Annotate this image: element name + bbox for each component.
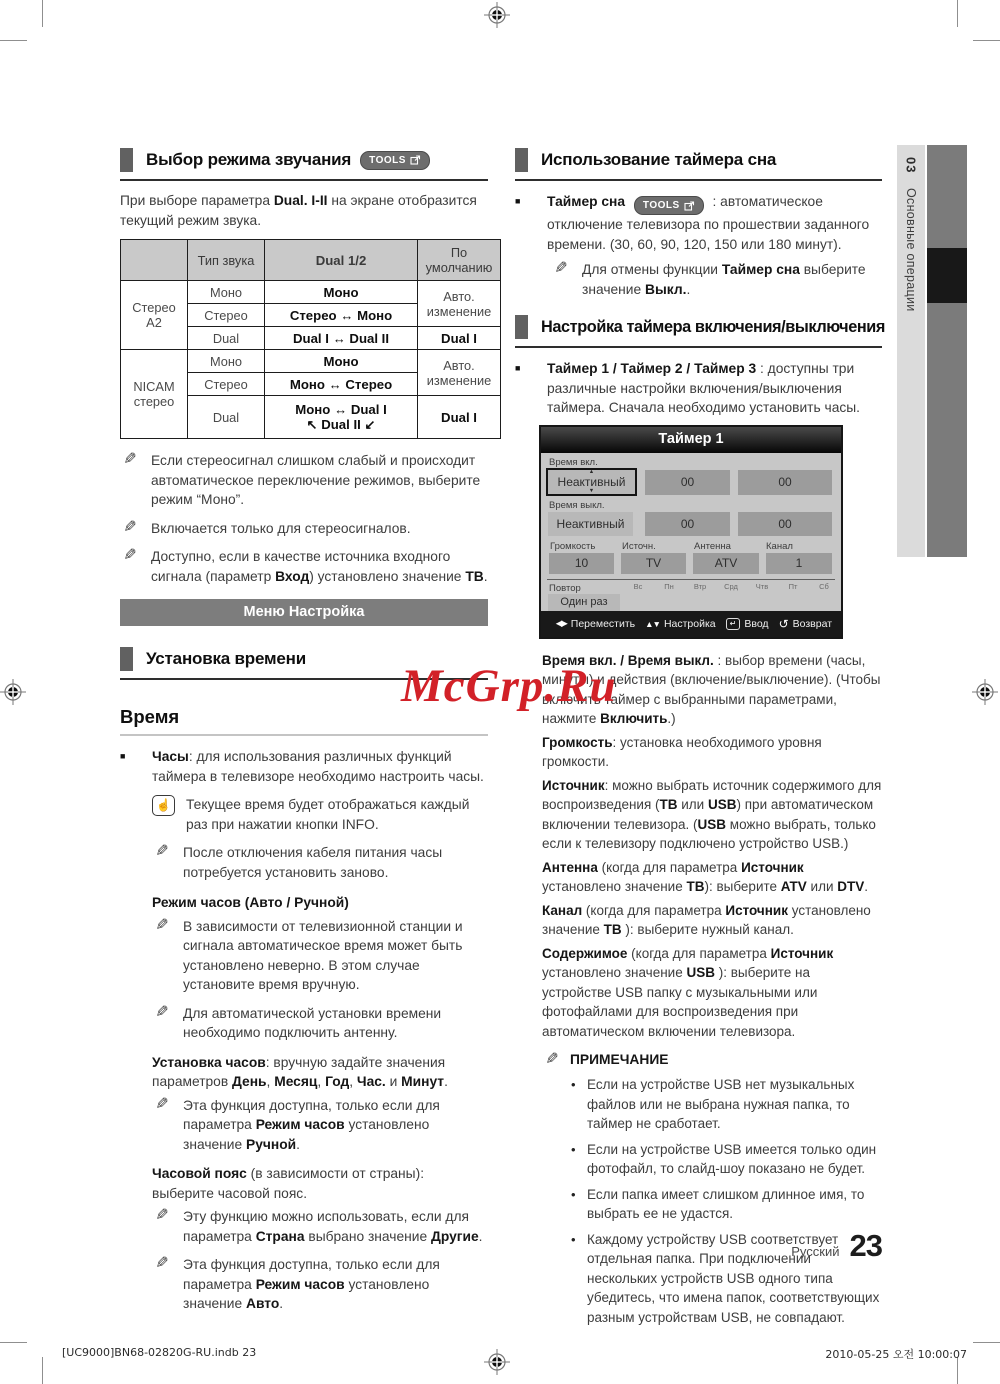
crop-mark [0,40,27,41]
time-subtitle: Время [120,706,488,736]
hint-label: Ввод [744,617,769,630]
pencil-note-icon: ✎ [155,1255,169,1272]
bullet-dot: • [571,1141,576,1157]
day-label: Втр [693,581,707,591]
on-time-hour-field: 00 [645,470,730,495]
bullet-dot: • [571,1231,576,1247]
hint-label: Настройка [663,617,716,630]
note [120,547,488,586]
off-time-activation-field: Неактивный [548,512,633,536]
param-on-off-time: Время вкл. / Время выкл. : выбор времени (часы, минуты) и действия (включение/выключение). (Чтобы включить таймер с выбранными параметрами, нажмите Включить.) [542,652,881,727]
note-bullet-text: Каждому устройству USB соответствует отдельная папка. При подключении нескольких устройств USB одного типа убедитесь, что имена папок, соответствующих разным устройствам USB, не совпадают. [587,1231,880,1325]
clock-mode-heading: Режим часов (Авто / Ручной) [152,895,349,910]
page-number: 23 [849,1228,882,1263]
note-text: Эта функция доступна, только если для параметра Режим часов установлено значение Ручной. [183,1097,440,1152]
press-note-text: Текущее время будет отображаться каждый раз при нажатии кнопки INFO. [186,797,470,832]
press-note [152,795,488,834]
note-text: Эту функцию можно использовать, если для параметра Страна выбрано значение Другие. [183,1209,483,1244]
crop-mark [42,0,43,27]
left-right-arrows-icon: ◀▶ [555,618,567,629]
note [152,1004,488,1043]
note-text: После отключения кабеля питания часы потребуется установить заново. [183,845,443,880]
source-label: Источн. [622,540,656,552]
table-cell: Стерео [188,373,265,396]
note [120,451,488,510]
crop-mark [957,0,958,27]
timezone-text: Часовой пояс (в зависимости от страны): выберите часовой пояс. [152,1166,425,1201]
print-footer-right: 2010-05-25 오전 10:00:07 [825,1348,967,1361]
dual-line-2: ↖ Dual II ↙ [306,416,376,432]
on-time-activation-field [546,468,637,496]
day-friday [782,582,804,591]
sleep-timer-item [515,192,882,254]
tools-label: TOOLS [369,154,406,166]
channel-field: 1 [766,553,832,574]
tools-label: TOOLS [642,200,680,211]
day-label: Сб [819,581,829,591]
clock-item [120,747,488,786]
press-button-icon: ☝ [152,795,175,816]
repeat-field: Один раз [548,594,620,611]
day-label: Чтв [755,581,769,591]
table-cell: Моно [265,350,418,373]
hint-adjust [645,618,716,630]
table-cell: Моно [188,350,265,373]
day-thursday [751,582,773,591]
table-header-cell: Тип звука [188,240,265,281]
timer123-item [515,359,882,418]
tools-window-icon [684,201,695,211]
sound-mode-table [120,239,501,439]
up-down-arrows-icon: ▲▼ [645,618,660,629]
hint-move [556,618,635,630]
channel-label: Канал [766,540,793,552]
tools-window-icon [410,155,421,165]
arrow-down-icon: ▼ [588,487,595,494]
volume-field: 10 [549,553,614,574]
off-time-minute-field: 00 [738,512,832,536]
tools-button-badge [360,151,430,170]
section-header-onoff-timer [515,315,886,348]
section-title: Установка времени [146,649,306,668]
day-wednesday [720,582,742,591]
note [120,519,488,539]
table-cell: Авто. изменение [418,350,501,396]
chapter-sidebar [897,145,925,557]
param-channel: Канал (когда для параметра Источник установлено значение ТВ ): выберите нужный канал. [542,902,871,938]
table-cell: Моно [265,281,418,304]
table-cell: Dual I [418,396,501,439]
hint-label: Возврат [792,617,832,630]
enter-key-icon: ↵ [726,618,741,630]
sleep-timer-rest: : автоматическое отключение телевизора по прошествии заданного времени. (30, 60, 90, 120, 150 или 180 минут). [547,194,870,252]
note [551,260,882,299]
group-label-cell: NICAM стерео [121,350,188,439]
bullet-dot: • [571,1077,576,1093]
note [152,1255,488,1314]
pencil-note-icon: ✎ [123,518,137,536]
bullet-square: ■ [515,196,521,206]
section-title: Настройка таймера включения/выключения [541,317,886,336]
crop-mark [0,1342,27,1343]
chapter-number: 03 [903,157,919,174]
table-row [121,281,501,304]
section-header-time-setup [120,647,488,680]
setup-menu-bar: Меню Настройка [120,599,488,626]
source-field: TV [621,553,686,574]
pencil-note-icon: ✎ [155,1003,169,1021]
section-title: Использование таймера сна [541,150,777,169]
hint-enter [726,618,769,630]
clock-set-text: Установка часов: вручную задайте значения параметров День, Месяц, Год, Час. и Минут. [152,1054,448,1089]
crop-mark [973,40,1000,41]
pencil-note-icon: ✎ [123,547,137,564]
table-corner-cell [121,240,188,281]
note-text: Для отмены функции Таймер сна выберите значение Выкл.. [582,262,866,297]
on-time-minute-field: 00 [738,470,832,495]
section-tab [515,315,528,339]
divider [547,579,835,580]
tv-menu-hint-bar [541,611,841,637]
volume-label: Громкость [550,540,596,552]
pencil-note-icon: ✎ [123,451,137,468]
language-label: Русский [791,1244,840,1259]
left-column [120,148,493,1314]
note-bullet [571,1140,882,1179]
pencil-note-icon: ✎ [155,1095,169,1113]
group-label-cell: Стерео A2 [121,281,188,350]
note [152,843,488,882]
table-cell: Стерео ↔ Моно [265,304,418,327]
day-label: Пн [664,581,674,591]
note-text: Включается только для стереосигналов. [151,520,411,536]
day-monday [658,582,680,591]
antenna-label: Антенна [694,540,731,552]
off-time-label: Время выкл. [549,499,605,511]
note-bullet-text: Если на устройстве USB нет музыкальных файлов или не выбрана нужная папка, то таймер не сработает. [587,1077,855,1132]
section-tab [515,148,528,172]
clock-text: Часы: для использования различных функций таймера в телевизоре необходимо настроить часы. [152,749,484,784]
table-cell: Dual I ↔ Dual II [265,327,418,350]
note-text: Если стереосигнал слишком слабый и происходит автоматическое переключение режимов, выберите режим “Моно”. [151,453,481,507]
on-time-activation-value: Неактивный [557,474,626,489]
chapter-tab-strip [927,145,967,557]
table-cell: Стерео [188,304,265,327]
day-label: Пт [788,581,798,591]
dual-line-1: Моно ↔ Dual I [295,401,387,417]
arrow-up-icon: ▲ [588,468,595,475]
registration-mark-icon [972,679,998,705]
day-label: Срд [724,581,738,591]
bullet-square: ■ [120,751,126,761]
hint-label: Переместить [570,617,636,630]
note-text: Эта функция доступна, только если для параметра Режим часов установлено значение Авто. [183,1257,440,1311]
day-label: Вс [633,581,643,591]
param-volume: Громкость: установка необходимого уровня громкости. [542,734,822,770]
repeat-label: Повтор [549,582,581,594]
table-cell: Dual I [418,327,501,350]
note-bullet-text: Если на устройстве USB имеется только один фотофайл, то слайд-шоу показано не будет. [587,1141,877,1177]
sleep-timer-text [547,192,882,254]
section-header-sound-mode [120,148,488,181]
day-tuesday [689,582,711,591]
hint-return [779,617,832,631]
section-title: Выбор режима звучания [146,150,352,169]
day-sunday [627,582,649,591]
table-cell: Моно ↔ Стерео [265,373,418,396]
pencil-note-icon: ✎ [155,1207,169,1224]
chapter-tab-marker [927,248,967,303]
pencil-note-icon: ✎ [545,1051,559,1069]
watermark: McGrp.Ru [401,660,617,712]
param-source: Источник: можно выбрать источник содержимого для воспроизведения (ТВ или USB) при автоматическом включении телевизора. (USB можно выбрать, только если к телевизору подключено устройство USB.) [542,777,882,852]
return-arrow-icon: ↺ [778,616,789,631]
section-tab [120,647,133,671]
param-contents: Содержимое (когда для параметра Источник установлено значение USB ): выберите на устройстве USB папку с музыкальными или фотофайлами для воспроизведения при автоматическом включении телевизора. [542,945,834,1039]
table-cell: Dual [188,396,265,439]
note-text: В зависимости от телевизионной станции и сигнала автоматическое время может быть установлено неверно. В этом случае установите время вручную. [183,918,463,992]
note-bullet-text: Если папка имеет слишком длинное имя, то выбрать ее не удастся. [587,1186,865,1222]
param-antenna: Антенна (когда для параметра Источник установлено значение ТВ): выберите ATV или DTV. [542,859,869,895]
note [152,1096,488,1155]
tools-button-badge [634,196,704,215]
on-time-label: Время вкл. [549,456,598,468]
tv-menu-screenshot [539,425,843,639]
bullet-dot: • [571,1186,576,1202]
section-tab [120,148,133,172]
note-heading-text: ПРИМЕЧАНИЕ [570,1051,669,1067]
note-bullet [571,1185,882,1224]
note [152,917,488,995]
crop-mark [42,1357,43,1384]
table-header-cell: Dual 1/2 [265,240,418,281]
table-row [121,350,501,373]
note [152,1207,488,1246]
antenna-field: ATV [693,553,759,574]
timer123-text: Таймер 1 / Таймер 2 / Таймер 3 : доступны три различные настройки включения/выключения таймера. Сначала необходимо установить часы. [547,361,861,416]
registration-mark-icon [484,1349,510,1375]
bullet-square: ■ [515,363,521,374]
sleep-timer-lead: Таймер сна [547,194,626,209]
pencil-note-icon: ✎ [554,260,568,278]
table-cell [265,396,418,439]
pencil-note-icon: ✎ [155,843,169,860]
note-heading [542,1049,882,1069]
table-cell: Авто. изменение [418,281,501,327]
note-text: Доступно, если в качестве источника входного сигнала (параметр Вход) установлено значение ТВ. [151,549,488,584]
note-text: Для автоматической установки времени необходимо подключить антенну. [183,1005,442,1040]
off-time-hour-field: 00 [645,512,730,536]
table-cell: Dual [188,327,265,350]
note-bullet [571,1075,882,1134]
registration-mark-icon [484,2,510,28]
sound-mode-intro: При выборе параметра Dual. I-II на экране отобразится текущий режим звука. [120,193,477,228]
pencil-note-icon: ✎ [155,916,169,934]
section-header-sleep-timer [515,148,882,181]
table-cell: Моно [188,281,265,304]
registration-mark-icon [0,679,26,705]
print-footer-left: [UC9000]BN68-02820G-RU.indb 23 [62,1346,257,1359]
right-column [515,148,886,1327]
day-saturday [813,582,835,591]
crop-mark [973,1342,1000,1343]
tv-menu-title: Таймер 1 [541,427,841,453]
page-number-block [791,1228,882,1264]
table-header-cell: По умолчанию [418,240,501,281]
chapter-title: Основные операции [904,188,918,313]
